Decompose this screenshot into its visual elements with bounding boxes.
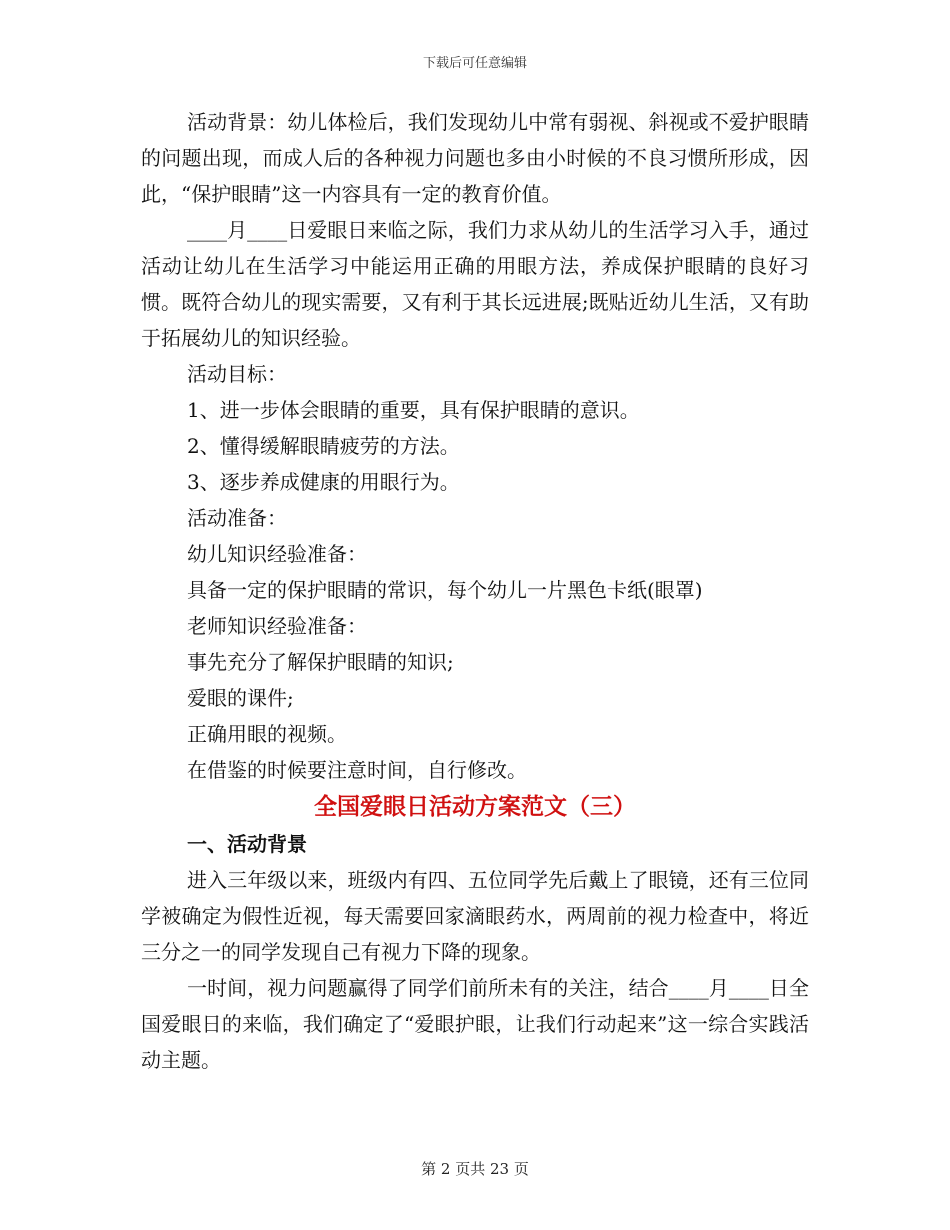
section-title: 全国爱眼日活动方案范文（三） — [314, 794, 636, 820]
line-teacher-prep: 老师知识经验准备： — [187, 614, 367, 638]
paragraph-theme: 一时间，视力问题赢得了同学们前所未有的关注，结合____月____日全国爱眼日的来临，我们确定了“爱眼护眼，让我们行动起来”这一综合实践活动主题。 — [141, 976, 809, 1072]
page-header: 下载后可任意编辑 — [422, 56, 527, 71]
line-teacher-prep-1: 事先充分了解保护眼睛的知识; — [187, 650, 454, 674]
line-goal-1: 1、进一步体会眼睛的重要，具有保护眼睛的意识。 — [187, 398, 640, 422]
line-goal-3: 3、逐步养成健康的用眼行为。 — [187, 470, 460, 494]
line-note: 在借鉴的时候要注意时间，自行修改。 — [187, 758, 527, 782]
line-activity-prep: 活动准备： — [187, 506, 287, 530]
line-child-prep-detail: 具备一定的保护眼睛的常识，每个幼儿一片黑色卡纸(眼罩) — [187, 578, 703, 602]
document-body — [141, 104, 809, 1078]
line-activity-goals: 活动目标： — [187, 362, 287, 386]
line-goal-2: 2、懂得缓解眼睛疲劳的方法。 — [187, 434, 460, 458]
page-footer: 第 2 页共 23 页 — [421, 1160, 529, 1178]
section-subheading: 一、活动背景 — [187, 832, 307, 856]
line-teacher-prep-2: 爱眼的课件; — [187, 686, 294, 710]
paragraph-eye-day: ____月____日爱眼日来临之际，我们力求从幼儿的生活学习入手，通过活动让幼儿在生活学习中能运用正确的用眼方法，养成保护眼睛的良好习惯。既符合幼儿的现实需要，又有利于其长远进展;既贴近幼儿生活，又有助于拓展幼儿的知识经验。 — [141, 218, 809, 350]
line-child-prep: 幼儿知识经验准备： — [187, 542, 367, 566]
line-teacher-prep-3: 正确用眼的视频。 — [187, 722, 347, 746]
paragraph-class-background: 进入三年级以来，班级内有四、五位同学先后戴上了眼镜，还有三位同学被确定为假性近视，每天需要回家滴眼药水，两周前的视力检查中，将近三分之一的同学发现自己有视力下降的现象。 — [141, 868, 809, 964]
paragraph-activity-background: 活动背景：幼儿体检后，我们发现幼儿中常有弱视、斜视或不爱护眼睛的问题出现，而成人后的各种视力问题也多由小时候的不良习惯所形成，因此，“保护眼睛”这一内容具有一定的教育价值。 — [141, 110, 809, 206]
